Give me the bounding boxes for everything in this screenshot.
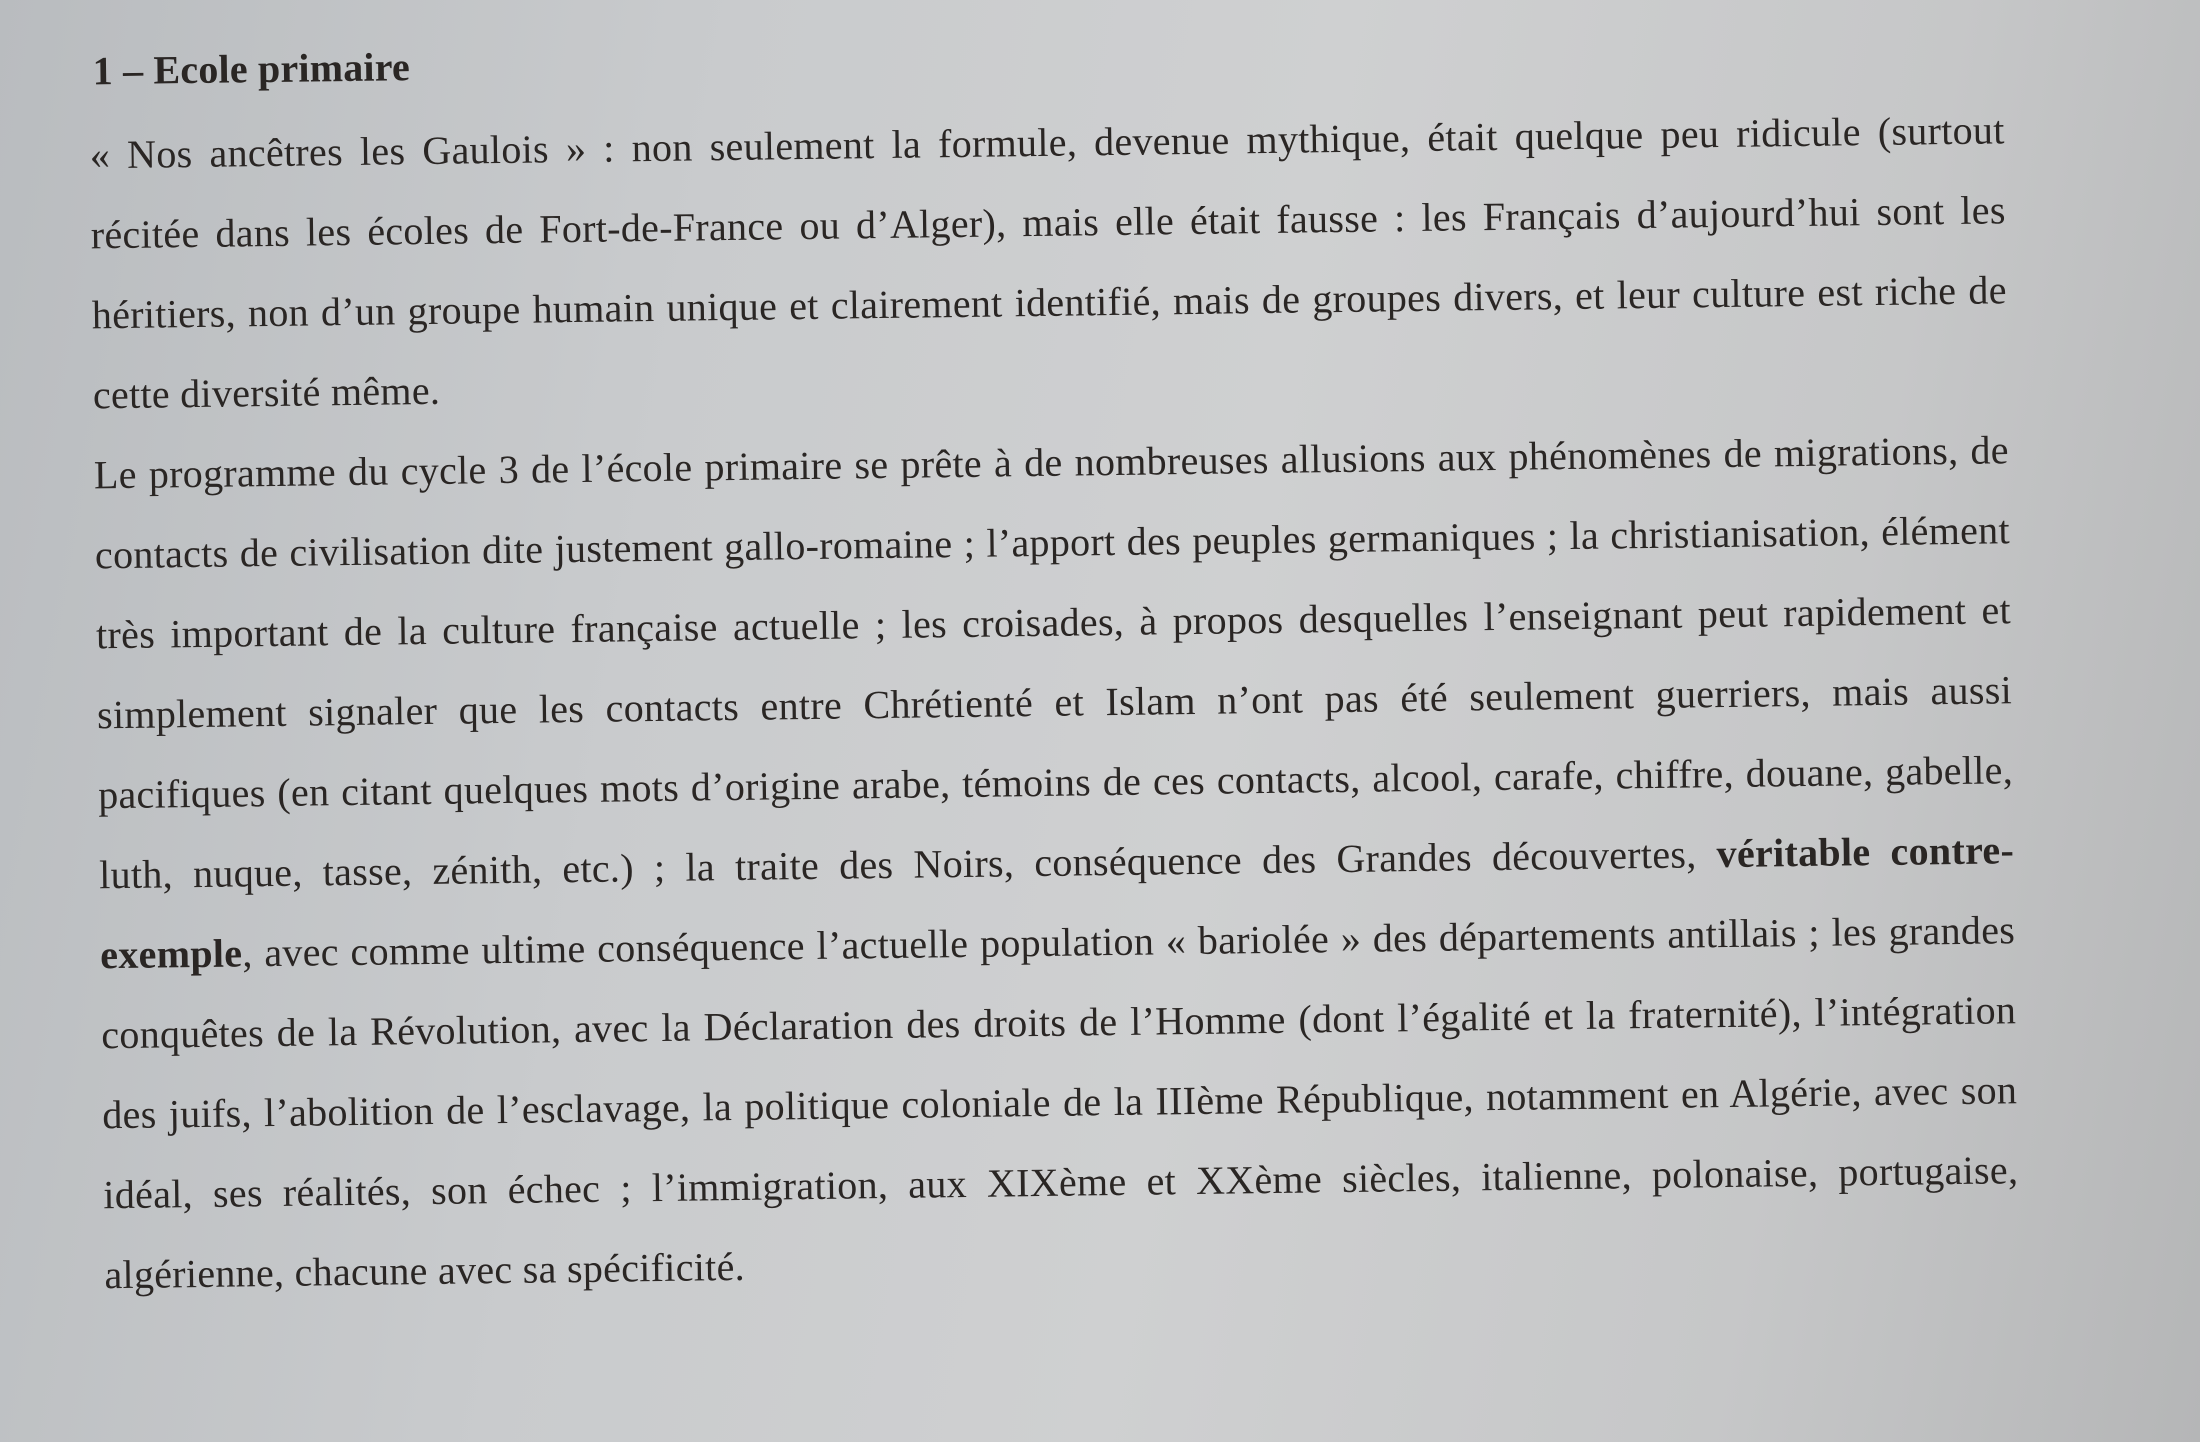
section-body — [89, 90, 2020, 1315]
paragraph-programme — [93, 410, 2019, 1315]
bold-emphasis: véritable contre-exemple — [99, 827, 2015, 978]
document-sheet — [40, 0, 2158, 1420]
paragraph-programme-text-start: Le programme du cycle 3 de l’école primaire se prête à de nombreuses allusions aux phénomènes de migrations, de contacts de civilisation dite justement gallo-romaine ; l’apport des peuples germaniques ; la christianisation, élément très important de la culture française actuelle ; les croisades, à propos desquelles l’enseignant peut rapidement et simplement signaler que les contacts entre Chrétienté et Islam n’ont pas été seulement guerriers, mais aussi pacifiques (en citant quelques mots d’origine arabe, témoins de ces contacts, alcool, carafe, chiffre, douane, gabelle, luth, nuque, tasse, zénith, etc.) ; la traite des Noirs, conséquence des Grandes découvertes, — [93, 427, 2014, 898]
paragraph-gaulois: « Nos ancêtres les Gaulois » : non seulement la formule, devenue mythique, était quelque peu ridicule (surtout récitée dans les écoles de Fort-de-France ou d’Alger), mais elle était fausse : les Français d’aujourd’hui sont les héritiers, non d’un groupe humain unique et clairement identifié, mais de groupes divers, et leur culture est riche de cette diversité même. — [89, 107, 2007, 418]
section-heading: 1 – Ecole primaire — [92, 44, 411, 94]
paragraph-programme-text-end: , avec comme ultime conséquence l’actuelle population « bariolée » des départements antillais ; les grandes conquêtes de la Révolution, avec la Déclaration des droits de l’Homme (dont l’égalité et la fraternité), l’intégration des juifs, l’abolition de l’esclavage, la politique coloniale de la IIIème République, notamment en Algérie, avec son idéal, ses réalités, son échec ; l’immigration, aux XIXème et XXème siècles, italienne, polonaise, portugaise, algérienne, chacune avec sa spécificité. — [100, 907, 2019, 1298]
